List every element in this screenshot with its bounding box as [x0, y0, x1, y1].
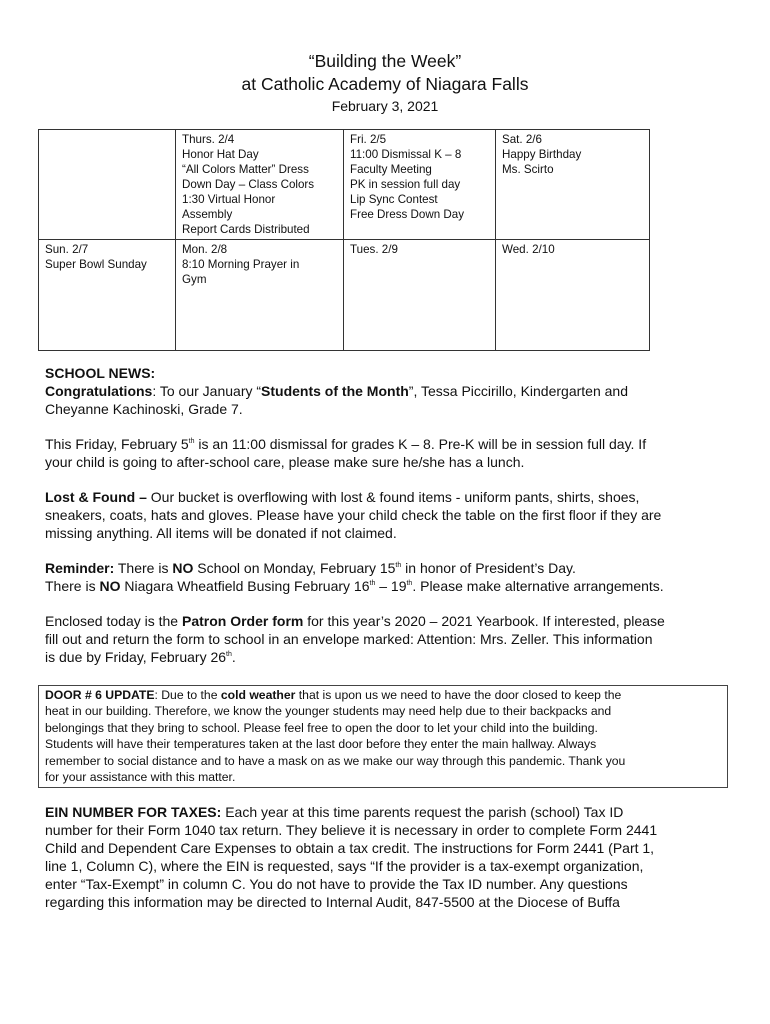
cell-line: Honor Hat Day	[182, 148, 259, 161]
cold-weather-emphasis: cold weather	[220, 688, 296, 702]
title-line-1: “Building the Week”	[308, 51, 462, 71]
cell-line: Lip Sync Contest	[350, 193, 438, 206]
title-line-2: at Catholic Academy of Niagara Falls	[241, 74, 529, 94]
ein-line: line 1, Column C), where the EIN is requested, says “If the provider is a tax-exempt organization,	[45, 858, 644, 875]
lost-found-line: missing anything. All items will be donated if not claimed.	[45, 525, 397, 541]
cell-line: “All Colors Matter” Dress	[182, 163, 309, 176]
congrats-label: Congratulations	[45, 383, 153, 399]
friday-text: This Friday, February 5	[45, 436, 189, 452]
door-line: for your assistance with this matter.	[45, 770, 236, 785]
ein-label: EIN NUMBER FOR TAXES:	[45, 804, 222, 820]
cell-line: Down Day – Class Colors	[182, 178, 315, 191]
door-line: belongings that they bring to school. Please feel free to open the door to let your child into the building.	[45, 720, 598, 735]
congrats-line: Cheyanne Kachinoski, Grade 7.	[45, 401, 243, 417]
reminder-text: Niagara Wheatfield Busing February 16	[120, 578, 370, 594]
ordinal-suffix: th	[406, 580, 413, 587]
yearbook-text: Enclosed today is the	[45, 613, 182, 629]
cell-line: Fri. 2/5	[350, 133, 387, 146]
cell-line: PK in session full day	[350, 178, 461, 191]
congrats-text: ”, Tessa Piccirillo, Kindergarten and	[408, 383, 628, 399]
cell-line: 8:10 Morning Prayer in	[182, 258, 300, 271]
ein-text: Each year at this time parents request the parish (school) Tax ID	[221, 804, 624, 820]
cell-line: Report Cards Distributed	[182, 223, 310, 236]
emphasis-no: NO	[99, 578, 121, 594]
weekly-calendar	[38, 129, 650, 351]
door-line: remember to social distance and to have a mask on as we make our way through this pandemic. Thank you	[45, 753, 626, 768]
yearbook-line: fill out and return the form to school in an envelope marked: Attention: Mrs. Zeller. This information	[45, 631, 653, 647]
door-text: that is upon us we need to have the door closed to keep the	[295, 688, 622, 702]
ein-line: number for their Form 1040 tax return. They believe it is necessary in order to complete Form 2441	[45, 822, 658, 839]
school-news-heading: SCHOOL NEWS:	[45, 365, 156, 381]
ein-line: Child and Dependent Care Expenses to obtain a tax credit. The instructions for Form 2441 (Part 1,	[45, 840, 655, 857]
yearbook-text: is due by Friday, February 26	[45, 649, 227, 665]
emphasis-no: NO	[172, 560, 194, 576]
door-update-box	[38, 685, 728, 788]
calendar-cell-saturday	[496, 130, 650, 240]
calendar-cell-wednesday	[496, 240, 650, 351]
door-line: heat in our building. Therefore, we know the younger students may need help due to their backpacks and	[45, 704, 612, 719]
reminder-text: There is	[114, 560, 173, 576]
cell-line: Super Bowl Sunday	[45, 258, 147, 271]
reminder-text: . Please make alternative arrangements.	[412, 578, 664, 594]
reminder-text: – 19	[375, 578, 407, 594]
door-text: : Due to the	[154, 688, 221, 702]
cell-line: Sat. 2/6	[502, 133, 542, 146]
ein-section	[45, 803, 735, 912]
cell-line: Happy Birthday	[502, 148, 582, 161]
reminder-text: There is	[45, 578, 100, 594]
cell-line: Ms. Scirto	[502, 163, 554, 176]
reminder-label: Reminder:	[45, 560, 115, 576]
yearbook-text: for this year’s 2020 – 2021 Yearbook. If interested, please	[303, 613, 665, 629]
ordinal-suffix: th	[369, 580, 376, 587]
ordinal-suffix: th	[188, 438, 195, 445]
section-heading	[45, 364, 735, 382]
calendar-cell-sunday	[39, 240, 176, 351]
yearbook-text: .	[231, 649, 236, 665]
reminder-text: in honor of President’s Day.	[401, 560, 576, 576]
calendar-cell-thursday	[176, 130, 344, 240]
cell-line: Free Dress Down Day	[350, 208, 465, 221]
school-news-section	[45, 364, 735, 666]
door-line: Students will have their temperatures taken at the last door before they enter the main hallway. Always	[45, 737, 597, 752]
ordinal-suffix: th	[395, 562, 402, 569]
calendar-cell-monday	[176, 240, 344, 351]
calendar-cell-tuesday	[344, 240, 496, 351]
lost-found-line: sneakers, coats, hats and gloves. Please have your child check the table on the first floor if they are	[45, 507, 662, 523]
friday-line: your child is going to after-school care, please make sure he/she has a lunch.	[45, 454, 525, 470]
cell-line: Mon. 2/8	[182, 243, 228, 256]
cell-line: Faculty Meeting	[350, 163, 432, 176]
cell-line: Tues. 2/9	[350, 243, 398, 256]
cell-line: Gym	[182, 273, 207, 286]
newsletter-date: February 3, 2021	[331, 98, 439, 114]
newsletter-header	[0, 50, 770, 116]
ordinal-suffix: th	[226, 651, 232, 658]
door-update-label: DOOR # 6 UPDATE	[45, 688, 155, 702]
students-of-month: Students of the Month	[261, 383, 409, 399]
cell-line: Assembly	[182, 208, 233, 221]
cell-line: Wed. 2/10	[502, 243, 555, 256]
newsletter-title	[0, 50, 770, 96]
calendar-row-2	[39, 240, 650, 351]
lost-found-text: Our bucket is overflowing with lost & found items - uniform pants, shirts, shoes,	[146, 489, 640, 505]
cell-line: Sun. 2/7	[45, 243, 89, 256]
calendar-cell-friday	[344, 130, 496, 240]
friday-dismissal-paragraph	[45, 435, 735, 471]
reminder-text: School on Monday, February 15	[193, 560, 396, 576]
congrats-text: : To our January “	[152, 383, 262, 399]
lost-found-label: Lost & Found –	[45, 489, 147, 505]
calendar-row-1	[39, 130, 650, 240]
congratulations-paragraph	[45, 382, 735, 418]
cell-line: 1:30 Virtual Honor	[182, 193, 276, 206]
reminder-paragraph	[45, 559, 735, 595]
yearbook-paragraph	[45, 612, 735, 666]
cell-line: 11:00 Dismissal K – 8	[350, 148, 462, 161]
lost-found-paragraph	[45, 488, 735, 542]
ein-line: enter “Tax-Exempt” in column C. You do not have to provide the Tax ID number. Any questions	[45, 876, 628, 893]
ein-line: regarding this information may be directed to Internal Audit, 847-5500 at the Diocese of Buffa	[45, 894, 620, 911]
patron-order-form: Patron Order form	[181, 613, 304, 629]
calendar-cell-empty	[39, 130, 176, 240]
cell-line: Thurs. 2/4	[182, 133, 235, 146]
friday-text: is an 11:00 dismissal for grades K – 8. Pre-K will be in session full day. If	[194, 436, 647, 452]
